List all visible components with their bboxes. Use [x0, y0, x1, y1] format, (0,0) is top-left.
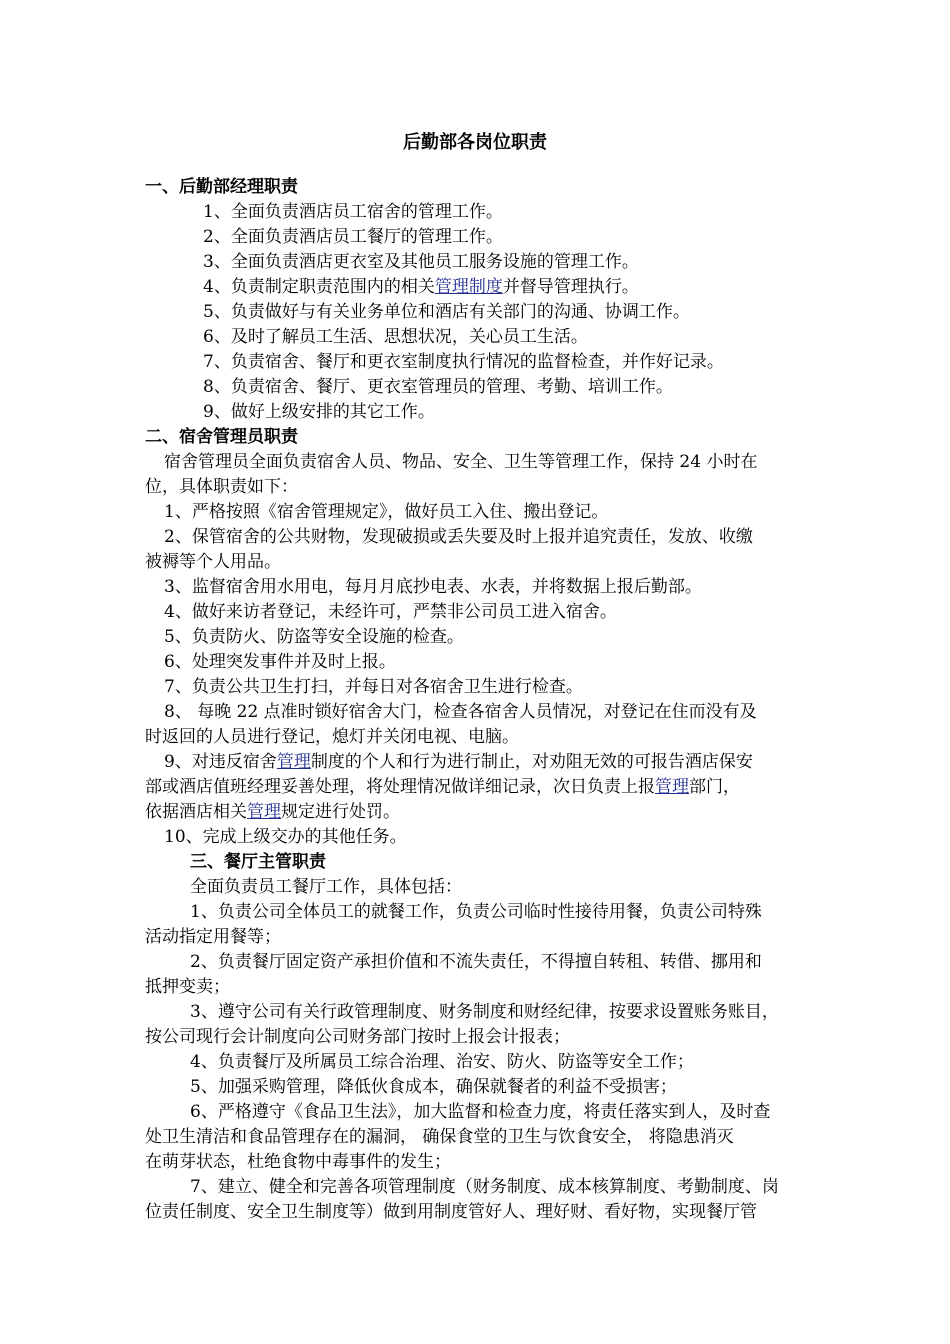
s2-item-5: 5、负责防火、防盗等安全设施的检查。 [164, 627, 464, 647]
s2-item-9-text-e: 依据酒店相关 [145, 802, 247, 822]
s2-item-9-text-f: 规定进行处罚。 [281, 802, 400, 822]
s2-item-7: 7、负责公共卫生打扫，并每日对各宿舍卫生进行检查。 [164, 677, 583, 697]
management-system-link[interactable]: 管理制度 [434, 277, 503, 297]
section-2-heading: 二、宿舍管理员职责 [145, 427, 298, 447]
s2-item-8-line-1: 8、 每晚 22 点准时锁好宿舍大门，检查各宿舍人员情况，对登记在住而没有及 [164, 702, 757, 722]
s3-item-6-line-2: 处卫生清洁和食品管理存在的漏洞， 确保食堂的卫生与饮食安全， 将隐患消灭 [145, 1127, 734, 1147]
s2-item-1: 1、严格按照《宿舍管理规定》，做好员工入住、搬出登记。 [164, 502, 609, 522]
s3-item-1-line-2: 活动指定用餐等； [145, 927, 281, 947]
s2-item-3: 3、监督宿舍用水用电，每月月底抄电表、水表，并将数据上报后勤部。 [164, 577, 702, 597]
s1-item-1: 1、全面负责酒店员工宿舍的管理工作。 [203, 202, 503, 222]
s2-item-10: 10、完成上级交办的其他任务。 [164, 827, 407, 847]
section-3-heading: 三、餐厅主管职责 [190, 852, 326, 872]
s2-item-9-text-d: 部门， [689, 777, 740, 797]
s3-item-7-line-1: 7、建立、健全和完善各项管理制度（财务制度、成本核算制度、考勤制度、岗 [190, 1177, 779, 1197]
s3-item-6-line-3: 在萌芽状态，杜绝食物中毒事件的发生； [145, 1152, 451, 1172]
management-link-2[interactable]: 管理 [655, 777, 689, 797]
s2-item-9-line-2 [145, 775, 740, 799]
s1-item-9: 9、做好上级安排的其它工作。 [203, 402, 435, 422]
s2-item-8-line-2: 时返回的人员进行登记，熄灯并关闭电视、电脑。 [145, 727, 519, 747]
s3-item-6-line-1: 6、严格遵守《食品卫生法》，加大监督和检查力度，将责任落实到人，及时查 [190, 1102, 771, 1122]
s3-item-5: 5、加强采购管理，降低伙食成本，确保就餐者的利益不受损害； [190, 1077, 677, 1097]
s1-item-8: 8、负责宿舍、餐厅、更衣室管理员的管理、考勤、培训工作。 [203, 377, 673, 397]
s2-item-9-line-1 [164, 750, 753, 774]
s3-item-2-line-2: 抵押变卖； [145, 977, 230, 997]
document-title: 后勤部各岗位职责 [403, 132, 547, 153]
s2-item-6: 6、处理突发事件并及时上报。 [164, 652, 396, 672]
s1-item-6: 6、及时了解员工生活、思想状况，关心员工生活。 [203, 327, 588, 347]
s2-item-9-line-3 [145, 800, 400, 824]
s2-intro-line-1: 宿舍管理员全面负责宿舍人员、物品、安全、卫生等管理工作，保持 24 小时在 [164, 452, 758, 472]
s1-item-2: 2、全面负责酒店员工餐厅的管理工作。 [203, 227, 503, 247]
s2-item-2-line-1: 2、保管宿舍的公共财物，发现破损或丢失要及时上报并追究责任，发放、收缴 [164, 527, 753, 547]
s3-intro: 全面负责员工餐厅工作，具体包括： [190, 877, 462, 897]
s1-item-5: 5、负责做好与有关业务单位和酒店有关部门的沟通、协调工作。 [203, 302, 690, 322]
management-link-1[interactable]: 管理 [276, 752, 311, 772]
s1-item-7: 7、负责宿舍、餐厅和更衣室制度执行情况的监督检查，并作好记录。 [203, 352, 724, 372]
s1-item-3: 3、全面负责酒店更衣室及其他员工服务设施的管理工作。 [203, 252, 639, 272]
s3-item-3-line-1: 3、遵守公司有关行政管理制度、财务制度和财经纪律，按要求设置账务账目， [190, 1002, 779, 1022]
s3-item-4: 4、负责餐厅及所属员工综合治理、治安、防火、防盗等安全工作； [190, 1052, 694, 1072]
s3-item-7-line-2: 位责任制度、安全卫生制度等）做到用制度管好人、理好财、看好物，实现餐厅管 [145, 1202, 757, 1222]
s3-item-2-line-1: 2、负责餐厅固定资产承担价值和不流失责任，不得擅自转租、转借、挪用和 [190, 952, 762, 972]
s2-item-9-text-a: 9、对违反宿舍 [164, 752, 277, 772]
s1-item-4-text: 4、负责制定职责范围内的相关 [203, 277, 435, 297]
s2-item-9-text-c: 部或酒店值班经理妥善处理，将处理情况做详细记录，次日负责上报 [145, 777, 655, 797]
s3-item-1-line-1: 1、负责公司全体员工的就餐工作，负责公司临时性接待用餐，负责公司特殊 [190, 902, 762, 922]
s2-item-4: 4、做好来访者登记，未经许可，严禁非公司员工进入宿舍。 [164, 602, 617, 622]
s2-item-2-line-2: 被褥等个人用品。 [145, 552, 281, 572]
s1-item-4 [203, 275, 639, 299]
s1-item-4-tail: 并督导管理执行。 [502, 277, 639, 297]
s2-item-9-text-b: 制度的个人和行为进行制止，对劝阻无效的可报告酒店保安 [310, 752, 753, 772]
s2-intro-line-2: 位，具体职责如下： [145, 477, 298, 497]
management-link-3[interactable]: 管理 [247, 802, 281, 822]
section-1-heading: 一、后勤部经理职责 [145, 177, 298, 197]
s3-item-3-line-2: 按公司现行会计制度向公司财务部门按时上报会计报表； [145, 1027, 570, 1047]
